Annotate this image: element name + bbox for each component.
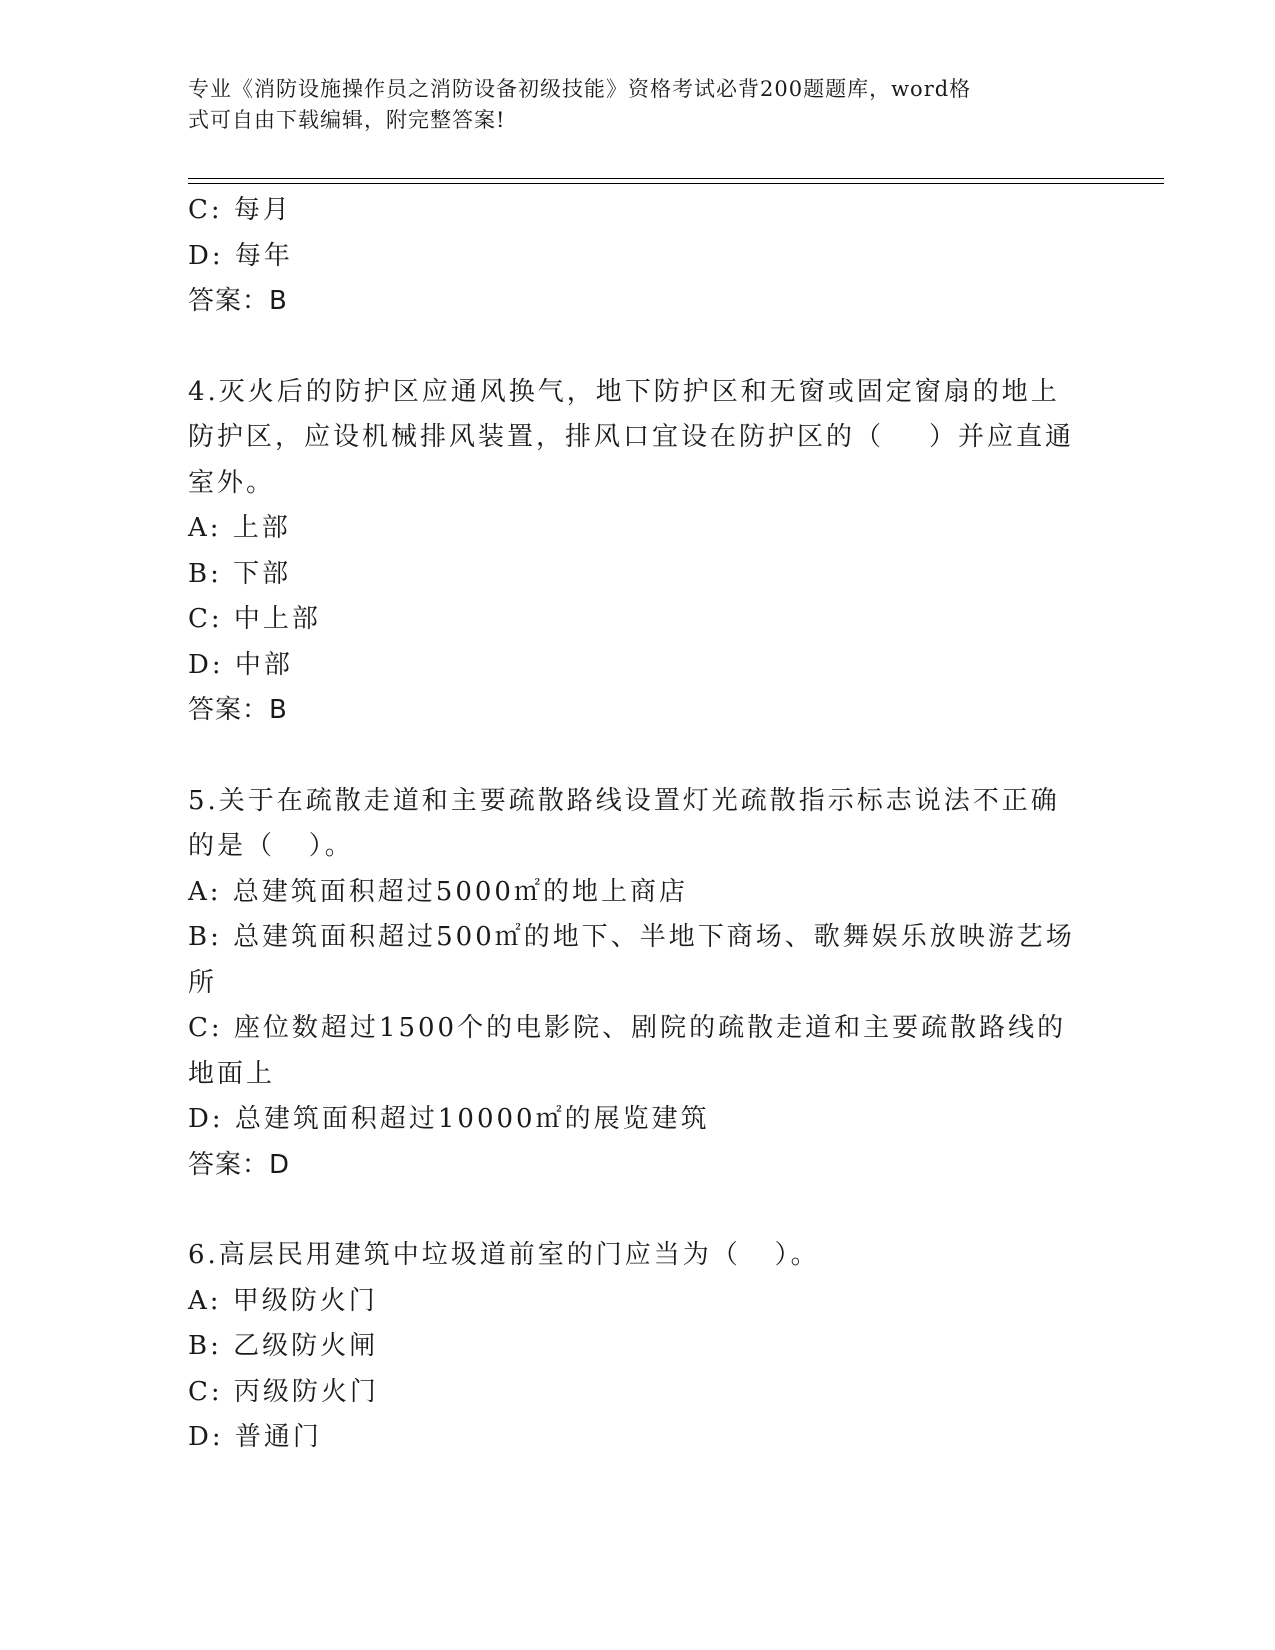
question-6 (188, 1233, 1078, 1461)
question-text-line: 4.灭火后的防护区应通风换气，地下防护区和无窗或固定窗扇的地上 (188, 376, 1060, 407)
option-d: D: 中部 (188, 649, 293, 680)
header-line-2: 式可自由下载编辑，附完整答案! (188, 108, 506, 132)
header-divider-top (188, 178, 1164, 179)
option-d: D: 普通门 (188, 1422, 322, 1452)
question-text-line: 5.关于在疏散走道和主要疏散路线设置灯光疏散指示标志说法不正确 (188, 785, 1060, 816)
option-a: A: 总建筑面积超过5000㎡的地上商店 (188, 876, 688, 907)
document-body (188, 188, 1078, 1461)
question-text-line: 防护区，应设机械排风装置，排风口宜设在防护区的（ ）并应直通 (188, 422, 1075, 452)
header-line-1: 专业《消防设施操作员之消防设备初级技能》资格考试必背200题题库，word格 (188, 77, 972, 101)
answer-line: 答案：B (188, 695, 288, 725)
option-a: A: 上部 (188, 513, 291, 543)
question-4 (188, 370, 1078, 734)
question-text-line: 室外。 (188, 467, 276, 498)
question-text-line: 6.高层民用建筑中垃圾道前室的门应当为（ ）。 (188, 1240, 820, 1270)
question-3-tail (188, 188, 1078, 325)
option-a: A: 甲级防火门 (188, 1285, 378, 1316)
question-5 (188, 779, 1078, 1189)
option-b-continued: 所 (188, 967, 218, 998)
document-header (188, 74, 1068, 136)
spacer (188, 325, 1078, 370)
answer-line: 答案：B (188, 286, 288, 316)
option-d: D: 总建筑面积超过10000㎡的展览建筑 (188, 1104, 710, 1134)
option-c-continued: 地面上 (188, 1058, 276, 1089)
option-d: D: 每年 (188, 240, 293, 271)
option-b: B: 总建筑面积超过500㎡的地下、半地下商场、歌舞娱乐放映游艺场 (188, 922, 1075, 952)
question-text-line: 的是（ ）。 (188, 831, 354, 861)
option-c: C: 座位数超过1500个的电影院、剧院的疏散走道和主要疏散路线的 (188, 1013, 1067, 1043)
answer-line: 答案：D (188, 1149, 291, 1180)
option-b: B: 乙级防火闸 (188, 1331, 379, 1361)
option-b: B: 下部 (188, 558, 292, 589)
option-c: C: 中上部 (188, 604, 321, 634)
spacer (188, 1188, 1078, 1233)
option-c: C: 每月 (188, 195, 292, 225)
spacer (188, 734, 1078, 779)
header-divider-bottom (188, 183, 1164, 184)
option-c: C: 丙级防火门 (188, 1376, 379, 1407)
